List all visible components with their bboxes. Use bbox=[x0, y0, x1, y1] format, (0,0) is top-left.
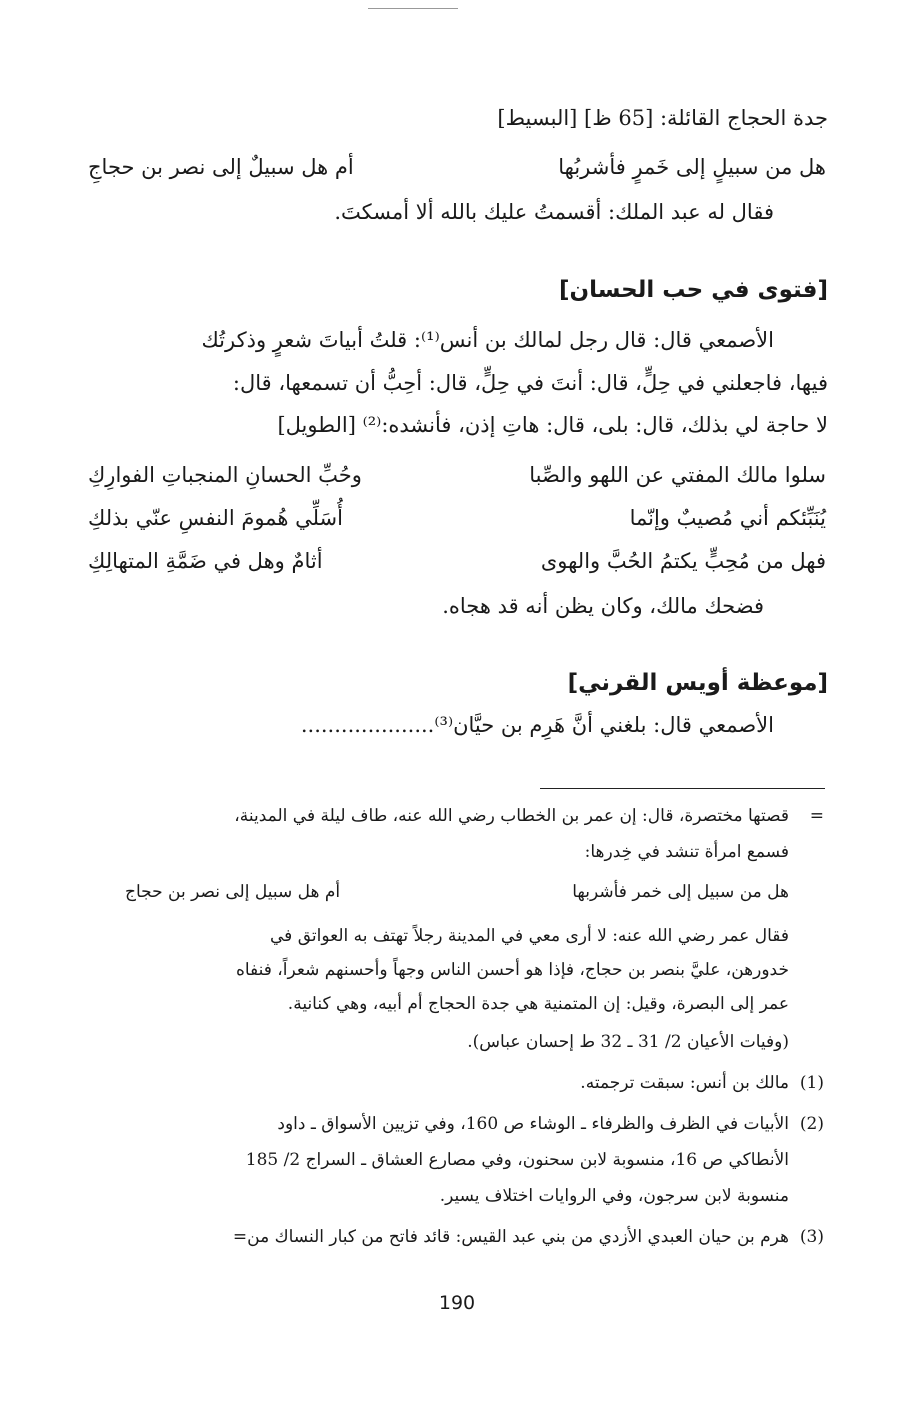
verse-4-right: فهل من مُحِبٍّ يكتمُ الحُبَّ والهوى bbox=[540, 549, 826, 573]
section-1-line-2: فيها، فاجعلني في حِلٍّ، قال: أنتَ في حِلٍّ، قال: أحِبُّ أن تسمعها، قال: bbox=[232, 371, 828, 395]
footnote-cont2-line-4: (وفيات الأعيان 2/ 31 ـ 32 ط إحسان عباس). bbox=[467, 1032, 789, 1052]
footnote-cont2-line-1: فقال عمر رضي الله عنه: لا أرى معي في المدينة رجلاً تهتف به العواتق في bbox=[270, 926, 789, 946]
footnote-1-line-1: مالك بن أنس: سبقت ترجمته. bbox=[580, 1073, 789, 1093]
top-rule bbox=[368, 8, 458, 9]
footnote-3-line-1: هرم بن حيان العبدي الأزدي من بني عبد القيس: قائد فاتح من كبار النساك من= bbox=[232, 1227, 789, 1247]
verse-1-right: هل من سبيلٍ إلى خَمرٍ فأشربُها bbox=[558, 155, 826, 179]
verse-2-right: سلوا مالك المفتي عن اللهو والصِّبا bbox=[529, 463, 826, 487]
footnote-separator bbox=[540, 788, 825, 789]
footnote-cont-line-2: فسمع امرأة تنشد في خِدرها: bbox=[584, 842, 789, 862]
verse-4-left: أثامٌ وهل في ضَمَّةِ المتهالِكِ bbox=[88, 549, 323, 573]
footnote-2-line-3: منسوبة لابن سرجون، وفي الروايات اختلاف يسير. bbox=[439, 1186, 789, 1206]
verse-3-right: يُنَبِّئكم أني مُصيبٌ وإنّما bbox=[629, 506, 826, 530]
section-1-line-1: الأصمعي قال: قال رجل لمالك بن أنس⁽¹⁾: قلتُ أبياتَ شعرٍ وذكرتُك bbox=[201, 328, 774, 352]
footnote-3-number: (3) bbox=[799, 1227, 824, 1247]
intro-line: جدة الحجاج القائلة: [65 ظ] [البسيط] bbox=[497, 106, 828, 130]
verse-2-left: وحُبِّ الحسانِ المنجباتِ الفوارِكِ bbox=[88, 463, 362, 487]
footnote-verse-left: أم هل سبيل إلى نصر بن حجاج bbox=[125, 882, 341, 902]
section-1-line-3: لا حاجة لي بذلك، قال: بلى، قال: هاتِ إذن، فأنشده:⁽²⁾ [الطويل] bbox=[277, 413, 828, 437]
verse-3-left: أُسَلِّي هُمومَ النفسِ عنّي بذلكِ bbox=[88, 506, 343, 530]
footnote-2-line-1: الأبيات في الظرف والظرفاء ـ الوشاء ص 160، وفي تزيين الأسواق ـ داود bbox=[277, 1114, 789, 1134]
footnote-cont2-line-2: خدورهن، عليَّ بنصر بن حجاج، فإذا هو أحسن الناس وجهاً وأحسنهم شعراً، فنفاه bbox=[235, 960, 789, 980]
footnote-2-line-2: الأنطاكي ص 16، منسوبة لابن سحنون، وفي مصارع العشاق ـ السراج 2/ 185 bbox=[245, 1150, 789, 1170]
footnote-2-number: (2) bbox=[799, 1114, 824, 1134]
footnote-verse-right: هل من سبيل إلى خمر فأشربها bbox=[572, 882, 789, 902]
page-number: 190 bbox=[438, 1292, 476, 1314]
footnote-1-number: (1) bbox=[799, 1073, 824, 1093]
footnote-cont2-line-3: عمر إلى البصرة، وقيل: إن المتمنية هي جدة الحجاج أم أبيه، وهي كنانية. bbox=[287, 994, 789, 1014]
footnote-continuation-marker: = bbox=[809, 806, 824, 826]
footnote-cont-line-1: قصتها مختصرة، قال: إن عمر بن الخطاب رضي الله عنه، طاف ليلة في المدينة، bbox=[234, 806, 789, 826]
section-1-after: فضحك مالك، وكان يظن أنه قد هجاه. bbox=[442, 594, 764, 618]
section-2-line: الأصمعي قال: بلغني أنَّ هَرِم بن حيَّان⁽³⁾.................... bbox=[300, 713, 774, 737]
section-2-title: [موعظة أويس القرني] bbox=[567, 670, 828, 696]
verse-1-left: أم هل سبيلٌ إلى نصر بن حجاجِ bbox=[88, 155, 354, 179]
section-1-title: [فتوى في حب الحسان] bbox=[558, 277, 828, 303]
verse-1-after: فقال له عبد الملك: أقسمتُ عليك بالله ألا أمسكتَ. bbox=[334, 200, 774, 224]
